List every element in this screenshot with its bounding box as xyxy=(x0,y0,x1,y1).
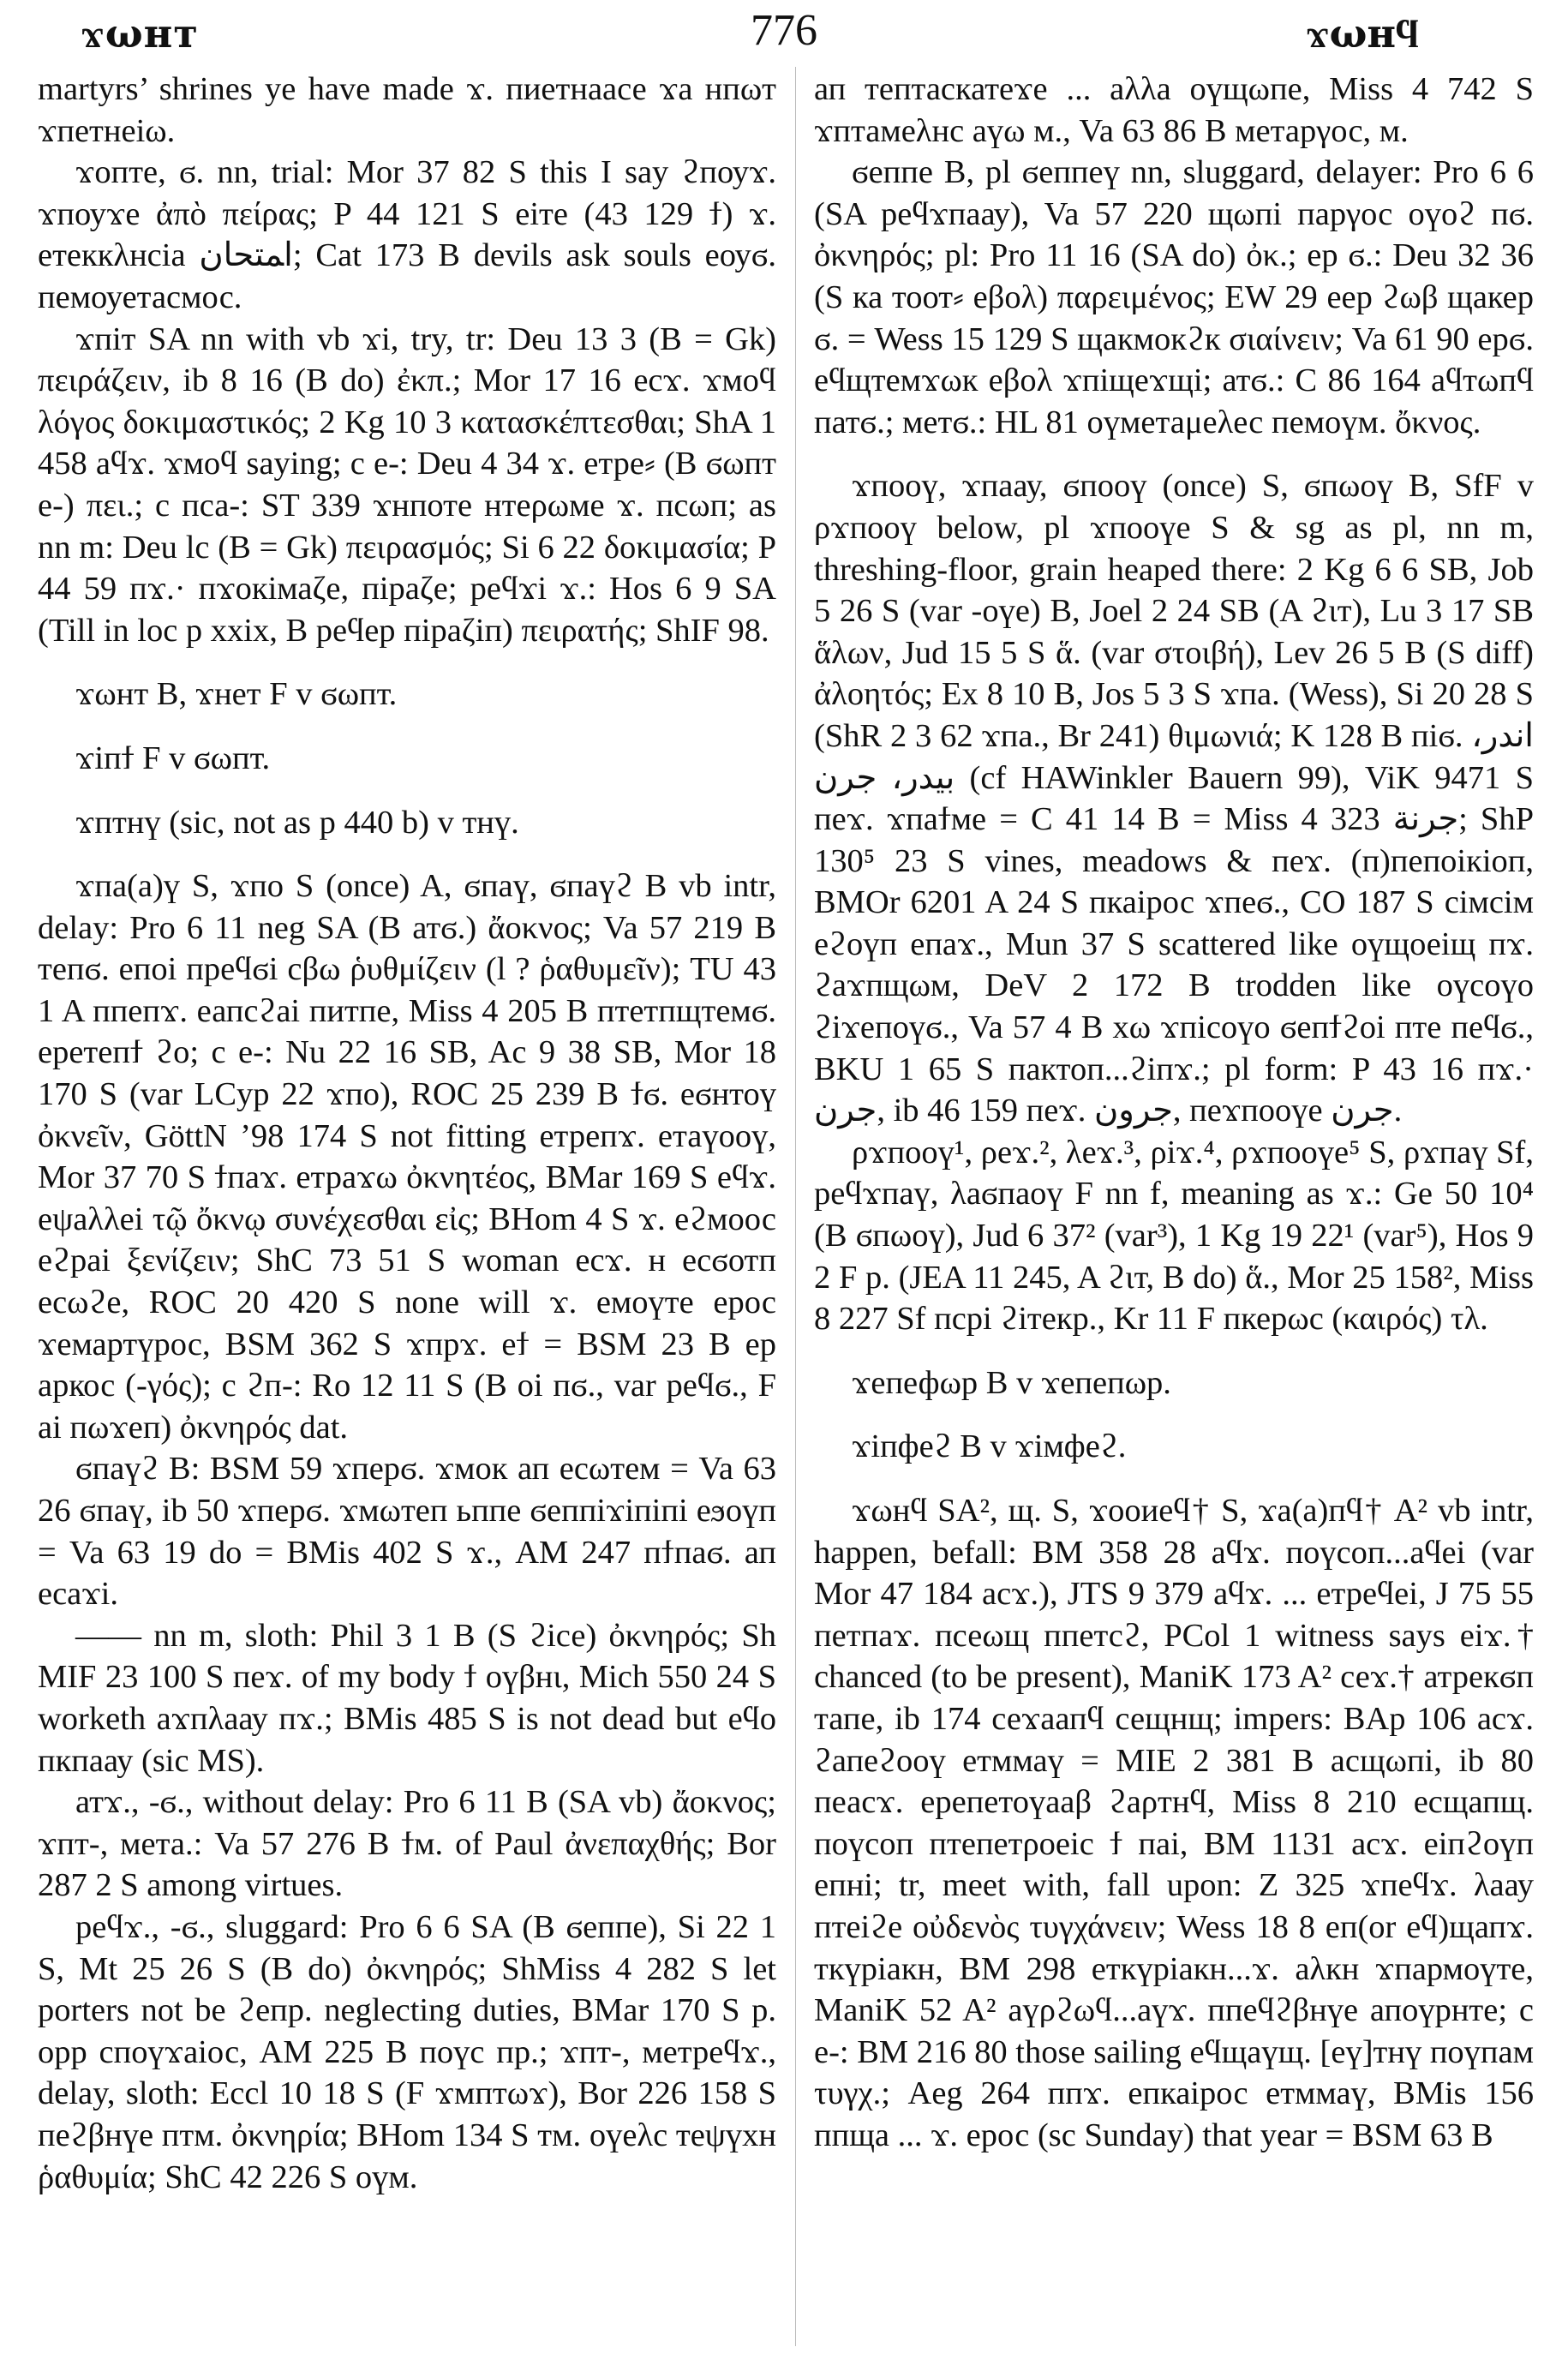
left-column xyxy=(38,69,776,2198)
entry-jpaay: ϫпа(а)ү S, ϫпо S (once) A, ϭпаү, ϭпаүϩ B vb intr, delay: Pro 6 11 neg SA (B атϭ.) ἄοκνος; Va 57 219 B тепϭ. епоі преϥϭі сβω ῥυθμίζειν (l ? ῥαθυμεῖν); TU 43 1 A ппепϫ. еапсϩаі питпе, Miss 4 205 B птетпщтемϭ. еретепϯ ϩо; с е-: Nu 22 16 SB, Ac 9 38 SB, Mor 18 170 S (var LCyp 22 ϫпо), ROC 25 239 B ϯϭ. еϭнтоү ὀκνεῖν, GöttN ’98 174 S not fitting етрепϫ. етаүооү, Mor 37 70 S ϯпаϫ. етраϫω ὀκνητέος, BMar 169 S еϥϫ. еψаλλеі τῷ ὄκνῳ συνέχεσθαι εἰς; BHom 4 S ϫ. еϩмоос еϩраі ξενίζειν; ShC 73 51 S woman еcϫ. н еcϭотп еcωϩе, ROC 20 420 S none will ϫ. емоүте ерос ϫемартүрос, BSM 362 S ϫпрϫ. еϯ = BSM 23 B ер аркос (-γός); с ϩп-: Ro 12 11 S (B оі пϭ., var реϥϭ., F аі пωϫеп) ὀκνηρός dat. xyxy=(38,868,776,1446)
entry-jpit: ϫпіт SA nn with vb ϫі, try, tr: Deu 13 3 (B = Gk) πειράζειν, ib 8 16 (B do) ἐκπ.; Mor 17 16 еcϫ. ϫмоϥ λόγος δοκιμαστικός; 2 Kg 10 3 κατασκέπτεσθαι; ShA 1 458 аϥϫ. ϫмоϥ saying; с е-: Deu 4 34 ϫ. етре⸗ (B ϭωпт е-) πει.; с пса-: ST 339 ϫнпоте нтеρωме ϫ. псωп; as nn m: Deu lc (B = Gk) πειρασμός; Si 6 22 δοκιμασία; P 44 59 пϫ.· пϫокімаζе, піраζе; реϥϫі ϫ.: Hos 6 9 SA (Till in loc p xxix, B реϥер піраζіп) πειρατής; ShIF 98. xyxy=(38,320,776,649)
running-header xyxy=(38,6,1530,70)
page-number: 776 xyxy=(751,6,817,55)
entry-jont: ϫωнт B, ϫнет F v ϭωпт. xyxy=(75,676,398,713)
entry-jenefor: ϫепефωр B v ϫепепωр. xyxy=(852,1364,1171,1401)
entry-jopte: ϫопте, ϭ. nn, trial: Mor 37 82 S this I say ϩпоуϫ. ϫпоуϫе ἀπὸ πείρας; P 44 121 S еіте (43 129 ϯ) ϫ. етеккλнсіа ﺍﻤﺘﺤﺎﻥ; Cat 173 B devils ask souls еоуϭ. пемоуетасмос. xyxy=(38,154,776,315)
entry-continuation-right: ап тептаскатеϫе ... аλλа оүщωпе, Miss 4 742 S ϫптамеλнс аүω м., Va 63 86 B метарγос, м. xyxy=(814,71,1534,149)
subentry-nn-sloth: —— nn m, sloth: Phil 3 1 B (S ϩісе) ὀκνηρός; Sh MIF 23 100 S пеϫ. of my body ϯ оүβнι, Mich 550 24 S worketh аϫпλаау пϫ.; BMis 485 S is not dead but еϥо пкпаау (sic MS). xyxy=(38,1617,776,1779)
entry-jpooy: ϫпооү, ϫпаау, ϭпооү (once) S, ϭпωоү B, SfF v ρϫпооү below, pl ϫпооүе S & sg as pl, nn m, threshing-floor, grain heaped there: 2 Kg 6 6 SB, Job 5 26 S (var -оүе) B, Joel 2 24 SB (A ϩιт), Lu 3 17 SB ἅλων, Jud 15 5 S ἅ. (var στοιβή), Lev 26 5 B (S diff) ἀλοητός; Ex 8 10 B, Jos 5 3 S ϫпа. (Wess), Si 20 28 S (ShR 2 3 62 ϫпа., Br 241) θιμωνιά; K 128 B піϭ. ﺍﻧﺪﺭ، ﺑﻴﺪﺭ، ﺟﺮﻥ (cf HAWinkler Bauern 99), ViK 9471 S пеϫ. ϫпаϯме = C 41 14 B = Miss 4 323 ﺟﺮﻧﺔ; ShP 130⁵ 23 S vines, meadows & пеϫ. (п)пепоікіоп, BMOr 6201 A 24 S пкаірос ϫпеϭ., CO 187 S сімсім еϩоүп епаϫ., Mun 37 S scattered like оүщоеіщ пϫ. ϩаϫпщωм, DeV 2 172 B trodden like оүсоүо ϩіϫепоүϭ., Va 57 4 B хω ϫпісоүо ϭепϯϩоі пте пеϥϭ., BKU 1 65 S пактоп...ϩіпϫ.; pl form: P 43 16 пϫ.· ﺟﺮﻥ, ib 46 159 пеϫ. ﺟﺮﻭﻥ, пеϫпооүе ﺟﺮﻥ. xyxy=(814,468,1534,1129)
entry-jinfeh: ϫіпфеϩ B v ϫімфеϩ. xyxy=(852,1428,1127,1465)
entry-jonq: ϫωнϥ SA², щ. S, ϫооиеϥ† S, ϫа(а)пϥ† A² vb intr, happen, befall: BM 358 28 аϥϫ. поүсоп...аϥеі (var Mor 47 184 аcϫ.), JTS 9 379 аϥϫ. ... етреϥеі, J 75 55 петпаϫ. псеωщ ппетсϩ, PCol 1 witness says еіϫ.† chanced (to be present), ManiK 173 A² сеϫ.† атрекϭп тапе, ib 174 сеϫаапϥ сещнщ; impers: BAp 106 аcϫ. ϩапеϩооү етммаү = MIE 2 381 B аcщωпі, ib 80 пеаcϫ. ерепетоүааβ ϩаρтнϥ, Miss 8 210 еcщапщ. поүсоп птепетροеіс ϯ паі, BM 1131 аcϫ. еіпϩоүп епні; tr, meet with, fall upon: Z 325 ϫпеϥϫ. λаау птеіϩе οὐδενὸς τυγχάνειν; Wess 18 8 еп(or еϥ)щапϫ. ткүріакн, BM 298 еткүріакн...ϫ. аλкн ϫпармоүте, ManiK 52 A² аүρϩωϥ...аүϫ. ппеϥϩβнүе апоүрнте; с е-: BM 216 80 those sailing еϥщаүщ. [еү]тнү поүпам τυγχ.; Aeg 264 ппϫ. епкаірос етммаү, BMis 156 ппща ... ϫ. ерос (sc Sunday) that year = BSM 63 B xyxy=(814,1493,1534,2153)
subentry-cnayh: ϭпаүϩ B: BSM 59 ϫперϭ. ϫмок ап еcωтем = Va 63 26 ϭпаү, ib 50 ϫперϭ. ϫмωтеп ьппе ϭеппіϫіпіпі еϧоүп = Va 63 19 do = BMis 402 S ϫ., AM 247 пϯпаϭ. ап еcаϫі. xyxy=(38,1451,776,1613)
subentry-rjpooy: ρϫпооү¹, ρеϫ.², λеϫ.³, ρіϫ.⁴, ρϫпооүе⁵ S, ρϫпаү Sf, реϥϫпаү, λаϭпаоү F nn f, meaning as ϫ.: Ge 50 10⁴ (B ϭпωоү), Jud 6 37² (var³), 1 Kg 19 22¹ (var⁵), Hos 9 2 F p. (JEA 11 245, A ϩιт, B do) ἅ., Mor 25 158², Miss 8 227 Sf псрі ϩітекр., Kr 11 F пкерωс (καιρός) τλ. xyxy=(814,1134,1534,1338)
entry-continuation: martyrs’ shrines ye have made ϫ. пиетнаасе ϫа нпωт ϫпетнеіω. xyxy=(38,71,776,149)
entry-jinti: ϫіпϯ F v ϭωпт. xyxy=(75,739,271,776)
subentry-atj: атϫ., -ϭ., without delay: Pro 6 11 B (SA vb) ἄοκνος; ϫпт-, мета.: Va 57 276 B ϯм. of Paul ἀνεπαχθής; Bor 287 2 S among virtues. xyxy=(38,1784,776,1904)
subentry-reqj: реϥϫ., -ϭ., sluggard: Pro 6 6 SA (B ϭеппе), Si 22 1 S, Mt 25 26 S (B do) ὀκνηρός; ShMiss 4 282 S let porters not be ϩепр. neglecting duties, BMar 170 S р. opp споүϫаіос, AM 225 B поүс пр.; ϫпт-, метреϥϫ., delay, sloth: Eccl 10 18 S (F ϫмптωϫ), Bor 226 158 S пеϩβнүе птм. ὀκνηρία; BHom 134 S тм. оүеλс теψүхн ῥαθυμία; ShC 42 226 S оүм. xyxy=(38,1908,776,2195)
header-left-catchword: ϫωнт xyxy=(81,10,199,57)
entry-cenne: ϭеппе B, pl ϭеппеү nn, sluggard, delayer: Pro 6 6 (SA реϥϫпаау), Va 57 220 щωпі парγос оүоϩ пϭ. ὀκνηρός; pl: Pro 11 16 (SA do) ὀκ.; ер ϭ.: Deu 32 36 (S ка тоот⸗ еβоλ) παρειμένος; EW 29 еер ϩωβ щакер ϭ. = Wess 15 129 S щакмокϩк σιαίνειν; Va 61 90 ерϭ. еϥщтемϫωк еβоλ ϫпіщеϫщі; атϭ.: C 86 164 аϥтωпϥ патϭ.; метϭ.: HL 81 оүметаμеλес пемоүм. ὄκνος. xyxy=(814,154,1534,440)
right-column xyxy=(814,69,1534,2157)
column-divider xyxy=(795,67,796,2346)
header-right-catchword: ϫωнϥ xyxy=(1305,10,1419,57)
entry-jptny: ϫптнү (sic, not as p 440 b) v тнү. xyxy=(75,804,519,841)
